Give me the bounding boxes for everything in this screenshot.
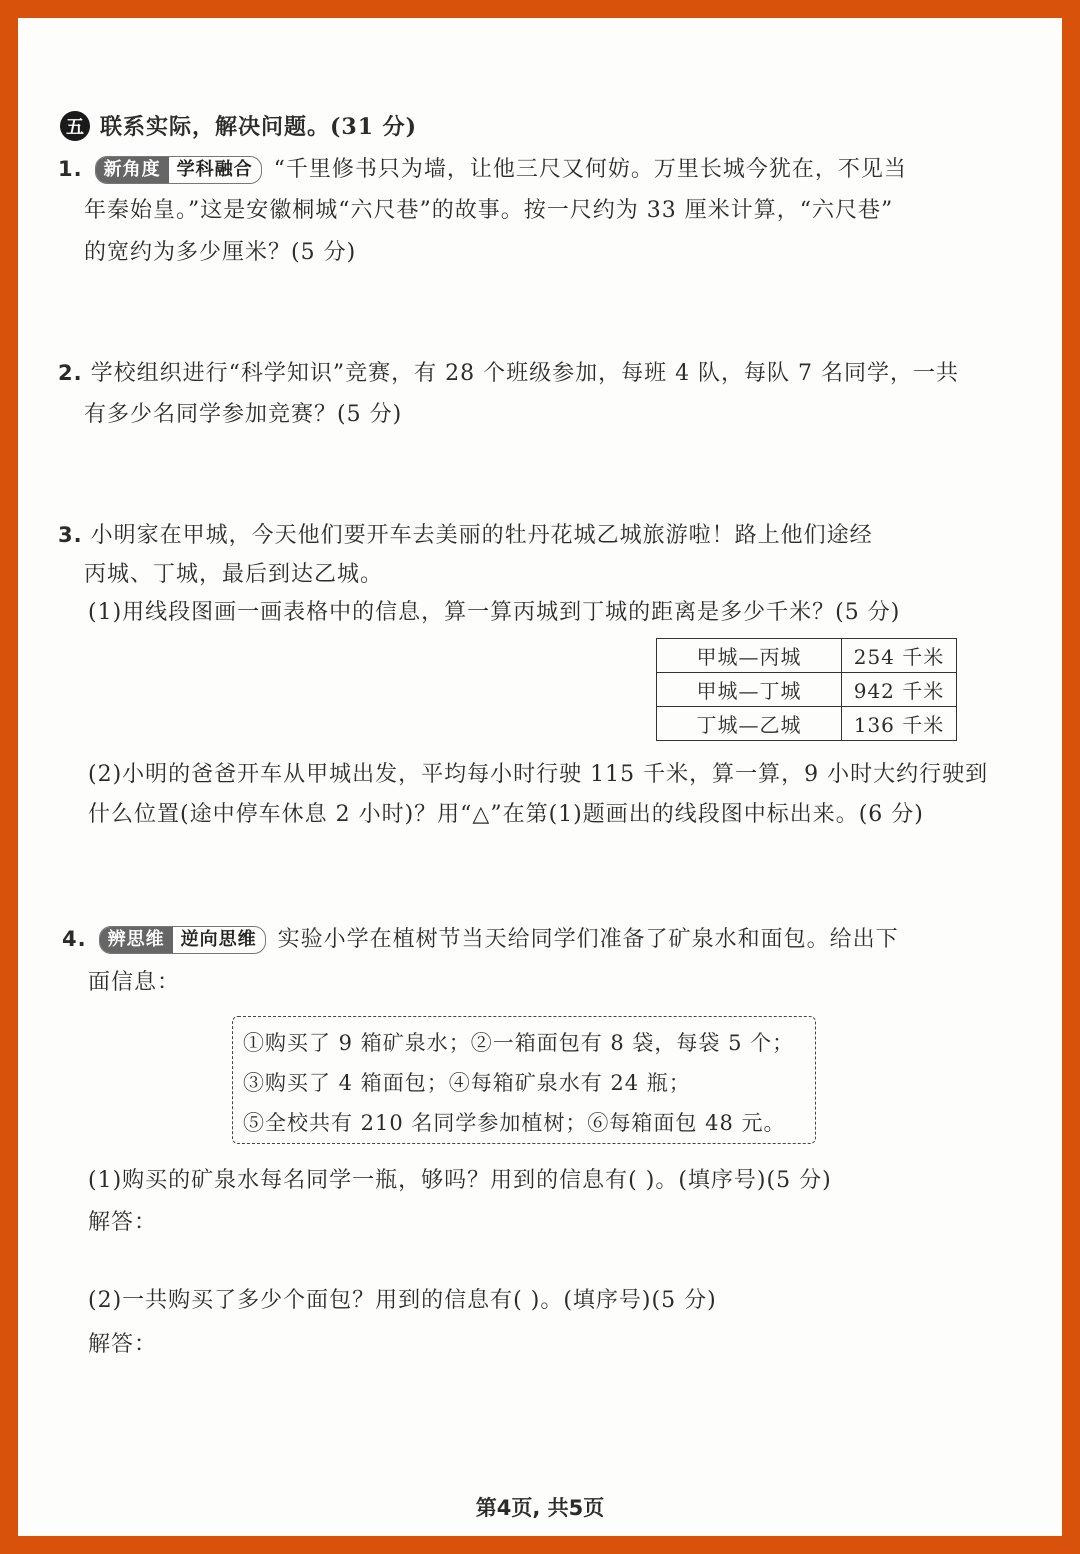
question-3-part-1: (1)用线段图画一画表格中的信息，算一算丙城到丁城的距离是多少千米？(5 分) xyxy=(88,600,901,625)
tag-critical-thinking: 辨思维 xyxy=(100,927,173,953)
question-4-part-2: (2)一共购买了多少个面包？用到的信息有( )。(填序号)(5 分) xyxy=(88,1288,717,1313)
question-4-part-1: (1)购买的矿泉水每名同学一瓶，够吗？用到的信息有( )。(填序号)(5 分) xyxy=(88,1168,832,1193)
question-2-line-1 xyxy=(58,358,959,389)
section-header xyxy=(60,110,417,141)
tag-interdisciplinary: 学科融合 xyxy=(176,159,253,180)
question-1-tag xyxy=(95,156,262,184)
question-4-line-2: 面信息： xyxy=(88,970,181,995)
question-1-line-1 xyxy=(58,154,907,185)
distance-table xyxy=(656,638,957,741)
distance-cell: 254 千米 xyxy=(842,639,957,673)
question-4-answer-2-label: 解答： xyxy=(88,1332,158,1357)
table-row xyxy=(657,707,957,741)
route-cell: 丁城—乙城 xyxy=(657,707,842,741)
tag-reverse-thinking: 逆向思维 xyxy=(180,929,257,950)
tag-new-angle: 新角度 xyxy=(96,157,169,183)
page-footer: 第4页, 共5页 xyxy=(475,1496,605,1520)
question-3-part-2-line-2: 什么位置(途中停车休息 2 小时)？用“△”在第(1)题画出的线段图中标出来。(6 分) xyxy=(88,802,924,827)
question-3-part-2-line-1: (2)小明的爸爸开车从甲城出发，平均每小时行驶 115 千米，算一算，9 小时大约行驶到 xyxy=(88,762,989,787)
info-line: ⑤全校共有 210 名同学参加植树；⑥每箱面包 48 元。 xyxy=(243,1111,786,1135)
section-number: 五 xyxy=(60,111,90,141)
distance-cell: 942 千米 xyxy=(842,673,957,707)
table-row xyxy=(657,673,957,707)
question-1-number: 1. xyxy=(58,157,83,181)
question-3-line-2: 丙城、丁城，最后到达乙城。 xyxy=(84,562,384,587)
table-row xyxy=(657,639,957,673)
distance-cell: 136 千米 xyxy=(842,707,957,741)
question-4-text: 实验小学在植树节当天给同学们准备了矿泉水和面包。给出下 xyxy=(277,927,899,952)
question-2-text: 学校组织进行“科学知识”竞赛，有 28 个班级参加，每班 4 队，每队 7 名同学，一共 xyxy=(90,361,960,386)
question-4-tag xyxy=(99,926,266,954)
question-1-line-3: 的宽约为多少厘米？(5 分) xyxy=(84,240,357,265)
question-1-line-2: 年秦始皇。”这是安徽桐城“六尺巷”的故事。按一尺约为 33 厘米计算，“六尺巷” xyxy=(84,198,894,223)
question-4-line-1 xyxy=(62,924,899,955)
question-4-answer-1-label: 解答： xyxy=(88,1210,158,1235)
question-3-line-1 xyxy=(58,520,873,551)
question-3-text: 小明家在甲城，今天他们要开车去美丽的牡丹花城乙城旅游啦！路上他们途经 xyxy=(90,523,873,548)
question-1-text: “千里修书只为墙，让他三尺又何妨。万里长城今犹在，不见当 xyxy=(273,157,907,182)
question-4-number: 4. xyxy=(62,927,87,951)
worksheet-page xyxy=(18,18,1062,1536)
question-2-number: 2. xyxy=(58,361,83,385)
info-line: ①购买了 9 箱矿泉水；②一箱面包有 8 袋，每袋 5 个； xyxy=(243,1031,795,1055)
question-3-number: 3. xyxy=(58,523,83,547)
section-title: 联系实际，解决问题。(31 分) xyxy=(100,114,418,140)
info-box xyxy=(232,1016,816,1144)
route-cell: 甲城—丙城 xyxy=(657,639,842,673)
question-2-line-2: 有多少名同学参加竞赛？(5 分) xyxy=(84,402,403,427)
info-line: ③购买了 4 箱面包；④每箱矿泉水有 24 瓶； xyxy=(243,1071,691,1095)
route-cell: 甲城—丁城 xyxy=(657,673,842,707)
